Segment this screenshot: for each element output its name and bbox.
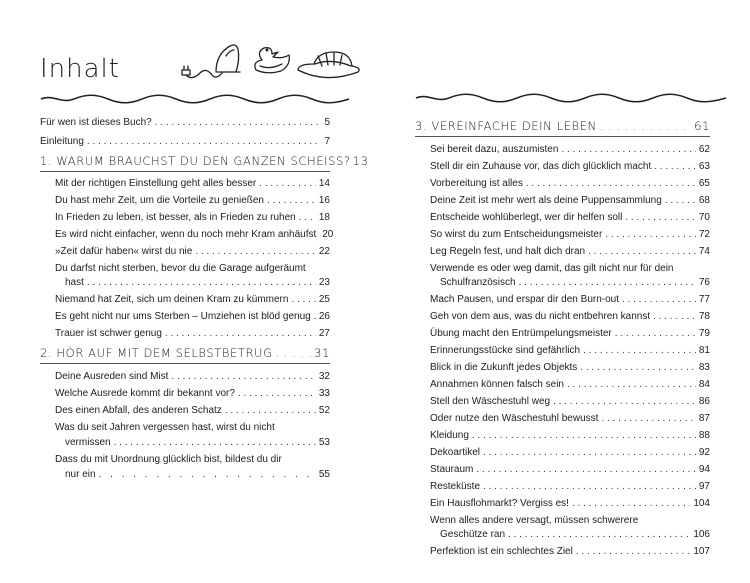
toc-entry[interactable]: Entscheide wohlüberlegt, wer dir helfen soll . . . 70 [430,212,710,224]
toc-entry[interactable]: Deine Ausreden sind Mist . . . 32 [55,371,330,383]
toc-entry[interactable]: Stauraum . . . 94 [430,464,710,476]
toc-entry[interactable]: Erinnerungsstücke sind gefährlich . . . 81 [430,345,710,357]
iron-icon [216,45,240,72]
decorative-wave-divider [415,92,727,104]
plug-icon [182,66,190,75]
toc-entry-line2[interactable]: Geschütze ran . . . 106 [440,529,710,541]
toc-entry[interactable]: Mach Pausen, und erspar dir den Burn-out . . . 77 [430,294,710,306]
toc-entry[interactable]: Perfektion ist ein schlechtes Ziel . . . 107 [430,546,710,558]
toc-entry[interactable]: Oder nutze den Wäschestuhl bewusst . . . 87 [430,413,710,425]
toc-entry[interactable]: Stell dir ein Zuhause vor, das dich glücklich macht . . . 63 [430,161,710,173]
toc-entry-line2[interactable]: nur ein . . . 55 [65,469,330,481]
duck-icon [255,48,289,73]
toc-entry-line2[interactable]: Schulfranzösisch . . . 76 [440,277,710,289]
toc-entry[interactable]: Resteküste . . . 97 [430,481,710,493]
toc-entry[interactable]: Es wird nicht einfacher, wenn du noch mehr Kram anhäufst 20 [55,229,334,240]
page-title: Inhalt [40,54,120,84]
household-items-illustration [176,40,366,86]
toc-entry[interactable]: Leg Regeln fest, und halt dich dran . . . 74 [430,246,710,258]
toc-entry-line2[interactable]: vermissen . . . 53 [65,437,330,449]
chapter-divider [40,363,330,364]
toc-entry[interactable]: Welche Ausrede kommt dir bekannt vor? . . . 33 [55,388,330,400]
toc-entry-line2[interactable]: hast . . . 23 [65,277,330,289]
toc-entry[interactable]: Deine Zeit ist mehr wert als deine Puppensammlung . . . 68 [430,195,710,207]
toc-entry-line1[interactable]: Verwende es oder weg damit, das gilt nicht nur für dein [430,263,674,274]
toc-entry[interactable]: Mit der richtigen Einstellung geht alles besser . . . 14 [55,178,330,190]
toc-entry[interactable]: Geh von dem aus, was du nicht entbehren kannst . . . 78 [430,311,710,323]
toc-entry[interactable]: Du hast mehr Zeit, um die Vorteile zu genießen . . . 16 [55,195,330,207]
toc-entry[interactable]: Annahmen können falsch sein . . . 84 [430,379,710,391]
toc-entry[interactable]: Einleitung . . . 7 [40,136,330,148]
chapter-divider [40,171,330,172]
toc-entry[interactable]: Übung macht den Entrümpelungsmeister . . . 79 [430,328,710,340]
toc-chapter-2[interactable]: 2. HÖR AUF MIT DEM SELBSTBETRUG . . . 31 [40,347,330,359]
right-page [375,0,750,583]
toc-entry[interactable]: Stell den Wäschestuhl weg . . . 86 [430,396,710,408]
toc-entry-line1[interactable]: Wenn alles andere versagt, müssen schwerere [430,515,639,526]
toc-entry[interactable]: So wirst du zum Entscheidungsmeister . . . 72 [430,229,710,241]
toc-entry[interactable]: Für wen ist dieses Buch? . . . 5 [40,117,330,129]
toc-entry-line1[interactable]: Was du seit Jahren vergessen hast, wirst du nicht [55,422,275,433]
chapter-divider [415,136,710,137]
decorative-wave-divider [40,93,350,105]
toc-chapter-1[interactable]: 1. WARUM BRAUCHST DU DEN GANZEN SCHEISS? 13 [40,154,369,168]
toc-entry[interactable]: Dekoartikel . . . 92 [430,447,710,459]
toc-entry[interactable]: Ein Hausflohmarkt? Vergiss es! . . . 104 [430,498,710,510]
toc-entry-line1[interactable]: Dass du mit Unordnung glücklich bist, bildest du dir [55,454,282,465]
toc-entry[interactable]: »Zeit dafür haben« wirst du nie . . . 22 [55,246,330,258]
toc-entry[interactable]: Vorbereitung ist alles . . . 65 [430,178,710,190]
toc-entry[interactable]: Sei bereit dazu, auszumisten . . . 62 [430,144,710,156]
toc-chapter-3[interactable]: 3. VEREINFACHE DEIN LEBEN . . . 61 [415,120,710,132]
toc-entry[interactable]: Blick in die Zukunft jedes Objekts . . . 83 [430,362,710,374]
toc-entry[interactable]: Kleidung . . . 88 [430,430,710,442]
toc-entry-line1[interactable]: Du darfst nicht sterben, bevor du die Garage aufgeräumt [55,263,306,274]
toc-entry[interactable]: Des einen Abfall, des anderen Schatz . . . 52 [55,405,330,417]
toc-entry[interactable]: Es geht nicht nur ums Sterben – Umziehen ist blöd genug . . . 26 [55,311,330,323]
toc-entry[interactable]: Trauer ist schwer genug . . . 27 [55,328,330,340]
toc-entry[interactable]: In Frieden zu leben, ist besser, als in Frieden zu ruhen . . . 18 [55,212,330,224]
toc-entry[interactable]: Niemand hat Zeit, sich um deinen Kram zu kümmern . . . 25 [55,294,330,306]
